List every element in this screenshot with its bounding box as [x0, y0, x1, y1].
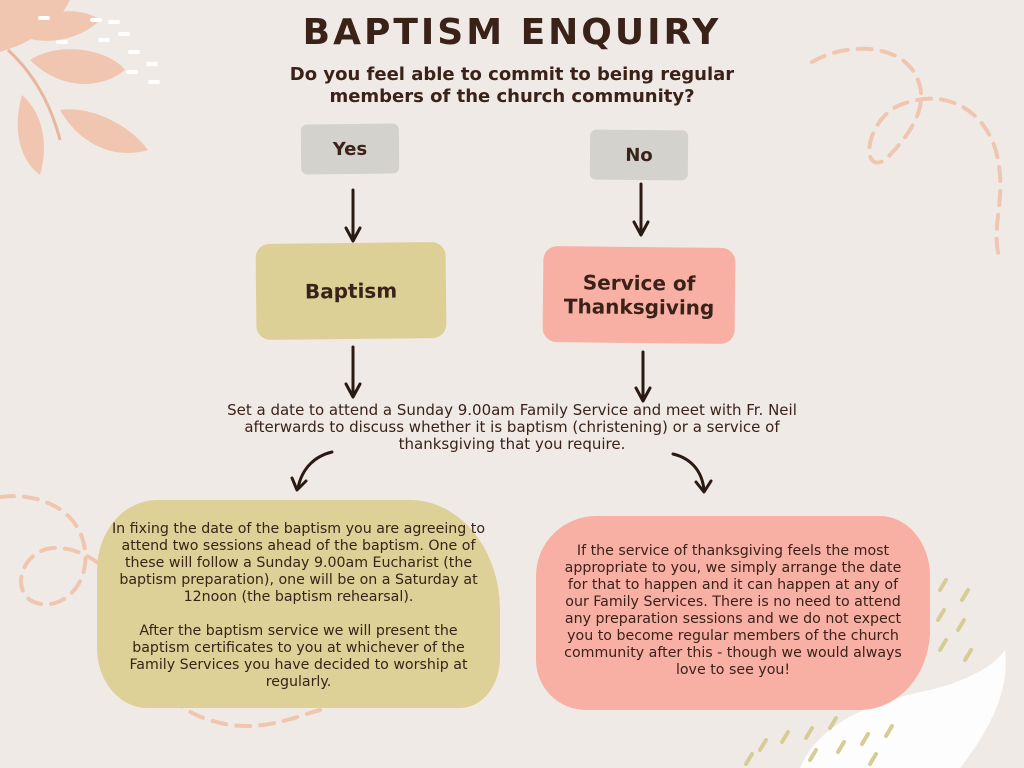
baptism-info-note [97, 500, 500, 708]
baptism-note-paragraph-2: After the baptism service we will present the baptism certificates to you at whichever of the Family Services you have decided to worship at regularly. [129, 623, 468, 690]
thanksgiving-label: Service of Thanksgiving [563, 270, 715, 320]
thanksgiving-box [543, 246, 736, 344]
shared-step-text: Set a date to attend a Sunday 9.00am Family Service and meet with Fr. Neil afterwards to discuss whether it is baptism (christening) or a service of thanksgiving that you require. [227, 401, 797, 453]
baptism-box [256, 242, 447, 340]
thanksgiving-info-note [536, 516, 930, 710]
baptism-label: Baptism [304, 278, 398, 304]
thanksgiving-note-text: If the service of thanksgiving feels the most appropriate to you, we simply arrange the date for that to happen and it can happen at any of our Family Services. There is no need to attend any preparation sessions and we do not expect you to become regular members of the church community after this - though we would always love to see you! [564, 543, 902, 678]
yes-label: Yes [332, 138, 368, 160]
page-title: BAPTISM ENQUIRY [302, 12, 722, 53]
question-text: Do you feel able to commit to being regular members of the church community? [289, 64, 735, 107]
baptism-note-paragraph-1: In fixing the date of the baptism you are agreeing to attend two sessions ahead of the baptism. One of these will follow a Sunday 9.00am Eucharist (the baptism preparation), one will be on a Saturday at 12noon (the baptism rehearsal). [111, 521, 486, 605]
no-label: No [625, 144, 653, 166]
